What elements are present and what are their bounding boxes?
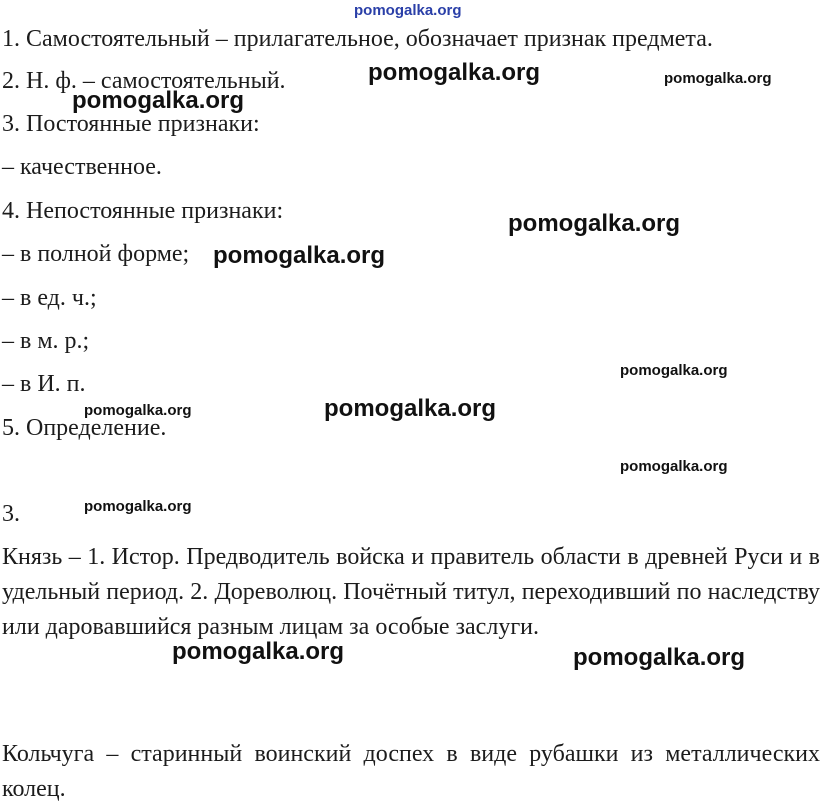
watermark: pomogalka.org (620, 458, 728, 475)
watermark: pomogalka.org (508, 210, 681, 237)
text-line-1: 1. Самостоятельный – прилагательное, обозначает признак предмета. (2, 26, 713, 52)
watermark: pomogalka.org (72, 87, 245, 114)
definition-kolchuga: Кольчуга – старинный воинский доспех в виде рубашки из металлических колец. (2, 741, 820, 802)
watermark: pomogalka.org (368, 59, 541, 86)
watermark: pomogalka.org (84, 498, 192, 515)
section-number: 3. (2, 501, 20, 527)
watermark: pomogalka.org (324, 395, 497, 422)
watermark-header: pomogalka.org (354, 2, 462, 19)
text-line-8: – в м. р.; (2, 328, 90, 354)
text-line-10: 5. Определение. (2, 415, 167, 441)
text-line-4: – качественное. (2, 154, 162, 180)
watermark: pomogalka.org (84, 402, 192, 419)
text-line-7: – в ед. ч.; (2, 285, 97, 311)
text-line-2: 2. Н. ф. – самостоятельный. (2, 68, 286, 94)
definition-knyaz: Князь – 1. Истор. Предводитель войска и правитель области в древней Руси и в удельный период. 2. Дореволюц. Почётный титул, переходивший по наследству или даровавшийся разным лицам за особые заслуги. (2, 544, 820, 640)
watermark: pomogalka.org (620, 362, 728, 379)
watermark: pomogalka.org (213, 242, 386, 269)
text-line-6: – в полной форме; (2, 241, 190, 267)
text-line-3: 3. Постоянные признаки: (2, 111, 260, 137)
text-line-9: – в И. п. (2, 371, 86, 397)
watermark: pomogalka.org (172, 638, 345, 665)
watermark: pomogalka.org (573, 644, 746, 671)
text-line-5: 4. Непостоянные признаки: (2, 198, 284, 224)
watermark: pomogalka.org (664, 70, 772, 87)
